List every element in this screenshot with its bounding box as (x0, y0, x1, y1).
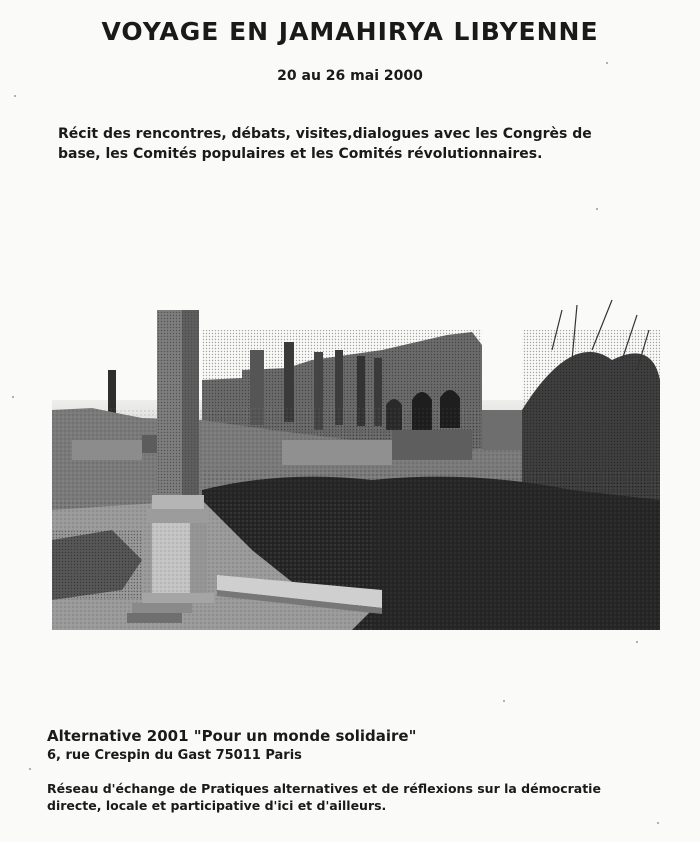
scan-speck (29, 768, 31, 770)
network-description: Réseau d'échange de Pratiques alternatives et de réflexions sur la démocratie directe, locale et participative d'ici et d'ailleurs. (47, 781, 601, 813)
scan-speck (14, 95, 16, 97)
document-title: VOYAGE EN JAMAHIRYA LIBYENNE (101, 17, 599, 46)
scan-speck (606, 62, 608, 64)
scan-speck (12, 396, 14, 398)
scan-speck (636, 641, 638, 643)
intro-paragraph: Récit des rencontres, débats, visites,dialogues avec les Congrès de base, les Comités populaires et les Comités révolutionnaires. (58, 126, 592, 162)
organization-address: 6, rue Crespin du Gast 75011 Paris (47, 748, 302, 763)
scan-speck (596, 208, 598, 210)
document-date: 20 au 26 mai 2000 (277, 68, 423, 84)
scan-speck (657, 822, 659, 824)
scan-speck (503, 700, 505, 702)
ancient-ruins-photo (52, 290, 660, 630)
organization-name: Alternative 2001 "Pour un monde solidaire" (47, 727, 417, 745)
